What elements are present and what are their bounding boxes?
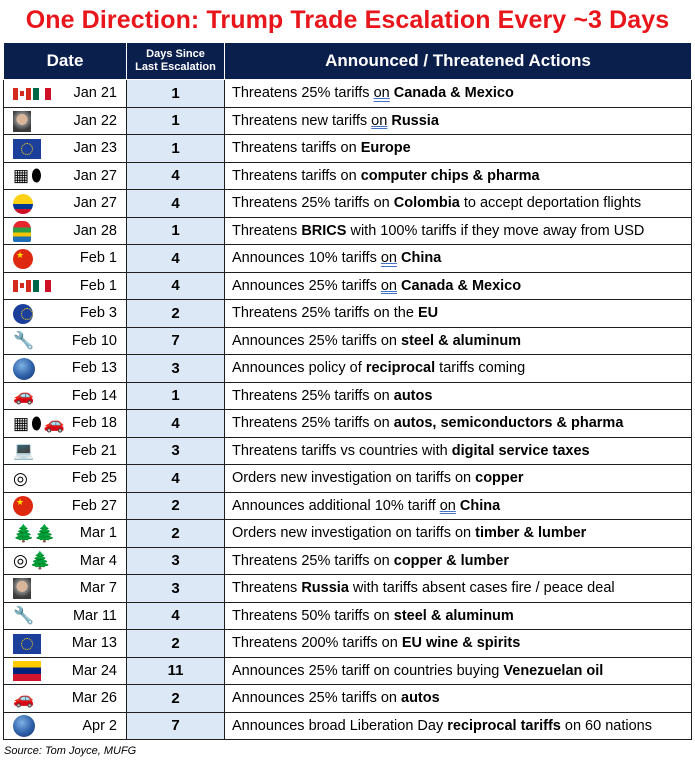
table-row bbox=[4, 437, 692, 465]
row-icons bbox=[13, 551, 51, 572]
chip-icon: ▦ bbox=[13, 413, 30, 433]
row-icons bbox=[13, 441, 34, 462]
car-icon: 🚗 bbox=[13, 688, 35, 708]
action-text: on bbox=[380, 277, 397, 294]
action-text: Threatens 50% tariffs on bbox=[232, 607, 394, 624]
action-cell bbox=[225, 272, 692, 300]
action-cell bbox=[225, 630, 692, 658]
action-highlight: autos, semiconductors & pharma bbox=[393, 415, 624, 432]
action-highlight: EU wine & spirits bbox=[401, 635, 521, 652]
row-icons bbox=[13, 111, 31, 132]
days-since-cell: 4 bbox=[127, 272, 225, 300]
action-cell bbox=[225, 300, 692, 328]
table-row bbox=[4, 272, 692, 300]
action-highlight: reciprocal bbox=[365, 360, 436, 377]
action-text: Threatens 25% tariffs on bbox=[232, 415, 394, 432]
action-cell bbox=[225, 520, 692, 548]
action-text: Announces policy of bbox=[232, 360, 366, 377]
date-text: Feb 27 bbox=[71, 497, 117, 514]
action-highlight: steel & aluminum bbox=[401, 332, 522, 349]
table-body bbox=[4, 80, 692, 740]
action-highlight: autos bbox=[393, 387, 433, 404]
row-icons bbox=[13, 468, 28, 489]
table-row bbox=[4, 685, 692, 713]
brics-logo-icon bbox=[13, 221, 31, 242]
date-cell bbox=[4, 410, 127, 438]
action-text: on bbox=[439, 497, 456, 514]
action-cell bbox=[225, 410, 692, 438]
table-row bbox=[4, 327, 692, 355]
action-cell bbox=[225, 190, 692, 218]
action-text: Announces broad Liberation Day bbox=[232, 717, 448, 734]
days-since-cell: 4 bbox=[127, 190, 225, 218]
days-since-cell: 4 bbox=[127, 162, 225, 190]
row-icons bbox=[13, 496, 33, 517]
date-cell bbox=[4, 465, 127, 493]
action-highlight: steel & aluminum bbox=[393, 607, 514, 624]
header-row bbox=[4, 43, 692, 80]
row-icons bbox=[13, 358, 35, 379]
car-icon: 🚗 bbox=[43, 413, 65, 433]
date-text: Jan 21 bbox=[73, 85, 117, 102]
action-highlight: BRICS bbox=[301, 222, 347, 239]
date-text: Feb 1 bbox=[79, 250, 117, 267]
days-since-cell: 3 bbox=[127, 437, 225, 465]
days-since-cell: 4 bbox=[127, 245, 225, 273]
days-since-cell: 3 bbox=[127, 547, 225, 575]
action-cell bbox=[225, 685, 692, 713]
source-note: Source: Tom Joyce, MUFG bbox=[4, 745, 137, 757]
row-icons bbox=[13, 166, 42, 187]
table-row bbox=[4, 300, 692, 328]
action-highlight: digital service taxes bbox=[451, 442, 590, 459]
table-row bbox=[4, 602, 692, 630]
action-cell bbox=[225, 465, 692, 493]
date-cell bbox=[4, 492, 127, 520]
action-text: on 60 nations bbox=[560, 717, 652, 734]
date-text: Jan 27 bbox=[73, 195, 117, 212]
table-row bbox=[4, 492, 692, 520]
action-text: with tariffs absent cases fire / peace deal bbox=[348, 580, 615, 597]
row-icons bbox=[13, 688, 34, 709]
action-cell bbox=[225, 107, 692, 135]
pill-bottle-icon: ⬮ bbox=[31, 166, 42, 185]
days-since-cell: 7 bbox=[127, 712, 225, 740]
table-row bbox=[4, 107, 692, 135]
table-row bbox=[4, 382, 692, 410]
date-text: Feb 3 bbox=[79, 305, 117, 322]
action-cell bbox=[225, 162, 692, 190]
action-highlight: reciprocal tariffs bbox=[447, 717, 561, 734]
date-cell bbox=[4, 685, 127, 713]
table-row bbox=[4, 245, 692, 273]
row-icons bbox=[13, 413, 65, 434]
action-text: Threatens bbox=[232, 222, 302, 239]
action-text: Threatens 200% tariffs on bbox=[232, 635, 402, 652]
date-text: Feb 10 bbox=[71, 332, 117, 349]
days-since-cell: 2 bbox=[127, 300, 225, 328]
date-cell bbox=[4, 272, 127, 300]
date-cell bbox=[4, 575, 127, 603]
action-highlight: China bbox=[459, 497, 501, 514]
portrait-putin-icon bbox=[13, 578, 31, 599]
wrench-icon: 🔧 bbox=[13, 331, 35, 350]
action-highlight: computer chips & pharma bbox=[360, 167, 540, 184]
date-cell bbox=[4, 712, 127, 740]
date-cell bbox=[4, 162, 127, 190]
table-row bbox=[4, 355, 692, 383]
portrait-putin-icon bbox=[13, 111, 31, 132]
flag-eu-icon bbox=[13, 139, 41, 159]
date-cell bbox=[4, 520, 127, 548]
action-highlight: Canada & Mexico bbox=[401, 277, 522, 294]
date-text: Feb 25 bbox=[71, 470, 117, 487]
action-highlight: Canada & Mexico bbox=[393, 85, 514, 102]
date-text: Apr 2 bbox=[82, 717, 117, 734]
action-cell bbox=[225, 245, 692, 273]
action-text: Announces 25% tariffs on bbox=[232, 332, 402, 349]
tree-icon: 🌲 bbox=[29, 551, 52, 570]
row-icons bbox=[13, 276, 51, 297]
date-text: Mar 7 bbox=[79, 580, 117, 597]
action-text: Threatens 25% tariffs bbox=[232, 85, 374, 102]
action-text: Announces 25% tariffs on bbox=[232, 690, 402, 707]
date-cell bbox=[4, 135, 127, 163]
action-highlight: Venezuelan oil bbox=[503, 662, 604, 679]
action-cell bbox=[225, 492, 692, 520]
days-since-cell: 2 bbox=[127, 630, 225, 658]
flag-china-icon bbox=[13, 249, 33, 269]
action-text: Announces additional 10% tariff bbox=[232, 497, 440, 514]
action-text: Threatens 25% tariffs on bbox=[232, 387, 394, 404]
action-text: Announces 25% tariff on countries buying bbox=[232, 662, 504, 679]
action-highlight: copper bbox=[475, 470, 524, 487]
days-since-cell: 1 bbox=[127, 135, 225, 163]
days-since-cell: 2 bbox=[127, 492, 225, 520]
action-text: with 100% tariffs if they move away from USD bbox=[346, 222, 645, 239]
action-cell bbox=[225, 575, 692, 603]
action-text: Threatens tariffs vs countries with bbox=[232, 442, 452, 459]
action-highlight: EU bbox=[417, 305, 439, 322]
action-text: Threatens tariffs on bbox=[232, 140, 361, 157]
row-icons bbox=[13, 138, 41, 159]
days-header-line2: Last Escalation bbox=[135, 61, 216, 73]
date-cell bbox=[4, 355, 127, 383]
date-cell bbox=[4, 630, 127, 658]
date-header: Date bbox=[4, 43, 127, 80]
pill-bottle-icon: ⬮ bbox=[31, 413, 42, 433]
action-cell bbox=[225, 327, 692, 355]
table-row bbox=[4, 657, 692, 685]
action-highlight: autos bbox=[401, 690, 440, 707]
date-cell bbox=[4, 382, 127, 410]
car-icon: 🚗 bbox=[13, 386, 35, 405]
date-text: Feb 13 bbox=[71, 360, 117, 377]
row-icons bbox=[13, 606, 34, 627]
action-highlight: timber & lumber bbox=[475, 525, 587, 542]
action-cell bbox=[225, 135, 692, 163]
days-since-cell: 2 bbox=[127, 520, 225, 548]
date-cell bbox=[4, 300, 127, 328]
wrench-icon: 🔧 bbox=[13, 606, 35, 625]
action-text: on bbox=[373, 85, 390, 102]
action-text: Threatens 25% tariffs on the bbox=[232, 305, 418, 322]
trees-icon: 🌲🌲 bbox=[13, 523, 56, 543]
table-row bbox=[4, 520, 692, 548]
chip-icon: ▦ bbox=[13, 166, 30, 185]
action-text: on bbox=[371, 112, 388, 129]
coins-icon: ◎ bbox=[13, 468, 28, 488]
action-cell bbox=[225, 712, 692, 740]
table-row bbox=[4, 217, 692, 245]
date-cell bbox=[4, 602, 127, 630]
days-since-cell: 4 bbox=[127, 602, 225, 630]
date-text: Mar 13 bbox=[71, 635, 117, 652]
days-since-cell: 3 bbox=[127, 355, 225, 383]
table-row bbox=[4, 630, 692, 658]
table-row bbox=[4, 80, 692, 108]
flag-colombia-icon bbox=[13, 194, 33, 214]
action-text: on bbox=[380, 250, 397, 267]
table-row bbox=[4, 575, 692, 603]
action-text: Threatens 25% tariffs on bbox=[232, 195, 394, 212]
row-icons bbox=[13, 716, 35, 737]
date-text: Jan 22 bbox=[73, 112, 117, 129]
days-since-header bbox=[127, 43, 225, 80]
table-row bbox=[4, 410, 692, 438]
date-text: Mar 24 bbox=[71, 662, 117, 679]
flag-canada-icon bbox=[13, 88, 31, 100]
date-text: Feb 1 bbox=[79, 277, 117, 294]
action-highlight: Russia bbox=[301, 580, 349, 597]
date-cell bbox=[4, 245, 127, 273]
days-header-line1: Days Since bbox=[146, 48, 205, 60]
row-icons bbox=[13, 386, 34, 407]
days-since-cell: 2 bbox=[127, 685, 225, 713]
days-since-cell: 11 bbox=[127, 657, 225, 685]
date-text: Mar 11 bbox=[72, 607, 117, 624]
laptop-icon: 💻 bbox=[13, 441, 35, 460]
action-cell bbox=[225, 80, 692, 108]
date-text: Jan 27 bbox=[73, 167, 117, 184]
days-since-cell: 1 bbox=[127, 80, 225, 108]
flag-mexico-icon bbox=[33, 280, 51, 292]
row-icons bbox=[13, 83, 51, 104]
action-cell bbox=[225, 602, 692, 630]
action-highlight: copper & lumber bbox=[393, 552, 509, 569]
date-text: Jan 23 bbox=[73, 140, 117, 157]
table-row bbox=[4, 465, 692, 493]
action-text: to accept deportation flights bbox=[459, 195, 642, 212]
days-since-cell: 4 bbox=[127, 410, 225, 438]
action-text: Orders new investigation on tariffs on bbox=[232, 525, 476, 542]
days-since-cell: 4 bbox=[127, 465, 225, 493]
row-icons bbox=[13, 523, 55, 544]
page-title: One Direction: Trump Trade Escalation Every ~3 Days bbox=[25, 6, 670, 34]
action-text: Threatens 25% tariffs on bbox=[232, 552, 394, 569]
flag-venezuela-icon bbox=[13, 661, 41, 681]
action-text: Threatens tariffs on bbox=[232, 167, 361, 184]
action-cell bbox=[225, 355, 692, 383]
row-icons bbox=[13, 193, 33, 214]
days-since-cell: 1 bbox=[127, 107, 225, 135]
action-highlight: China bbox=[401, 250, 442, 267]
action-cell bbox=[225, 382, 692, 410]
row-icons bbox=[13, 248, 33, 269]
action-text: tariffs coming bbox=[435, 360, 526, 377]
actions-header: Announced / Threatened Actions bbox=[225, 43, 692, 80]
row-icons bbox=[13, 221, 31, 242]
date-cell bbox=[4, 107, 127, 135]
days-since-cell: 1 bbox=[127, 217, 225, 245]
action-cell bbox=[225, 437, 692, 465]
row-icons bbox=[13, 331, 34, 352]
action-text: Threatens new tariffs bbox=[232, 112, 372, 129]
action-cell bbox=[225, 657, 692, 685]
action-text: Announces 10% tariffs bbox=[232, 250, 381, 267]
action-highlight: Europe bbox=[360, 140, 411, 157]
date-cell bbox=[4, 327, 127, 355]
date-cell bbox=[4, 80, 127, 108]
action-cell bbox=[225, 217, 692, 245]
date-cell bbox=[4, 657, 127, 685]
flag-eu-icon bbox=[13, 634, 41, 654]
date-text: Mar 1 bbox=[79, 525, 117, 542]
flag-mexico-icon bbox=[33, 88, 51, 100]
days-since-cell: 3 bbox=[127, 575, 225, 603]
date-text: Mar 4 bbox=[79, 552, 117, 569]
flag-china-icon bbox=[13, 496, 33, 516]
table-row bbox=[4, 135, 692, 163]
row-icons bbox=[13, 578, 31, 599]
table-row bbox=[4, 712, 692, 740]
action-highlight: Colombia bbox=[393, 195, 460, 212]
action-text: Orders new investigation on tariffs on bbox=[232, 470, 476, 487]
date-cell bbox=[4, 217, 127, 245]
date-text: Mar 26 bbox=[71, 690, 117, 707]
date-cell bbox=[4, 190, 127, 218]
globe-icon bbox=[13, 358, 35, 380]
date-text: Feb 14 bbox=[71, 387, 117, 404]
row-icons bbox=[13, 303, 33, 324]
date-cell bbox=[4, 547, 127, 575]
date-cell bbox=[4, 437, 127, 465]
days-since-cell: 1 bbox=[127, 382, 225, 410]
action-text: Threatens bbox=[232, 580, 302, 597]
action-text: Announces 25% tariffs bbox=[232, 277, 381, 294]
days-since-cell: 7 bbox=[127, 327, 225, 355]
row-icons bbox=[13, 633, 41, 654]
coins-icon: ◎ bbox=[13, 551, 28, 570]
table-row bbox=[4, 547, 692, 575]
action-cell bbox=[225, 547, 692, 575]
flag-eu-round-icon bbox=[13, 304, 33, 324]
date-text: Jan 28 bbox=[73, 222, 117, 239]
table-row bbox=[4, 190, 692, 218]
action-highlight: Russia bbox=[391, 112, 439, 129]
date-text: Feb 18 bbox=[71, 415, 117, 432]
row-icons bbox=[13, 661, 41, 682]
date-text: Feb 21 bbox=[71, 442, 117, 459]
escalation-table bbox=[3, 42, 692, 740]
table-row bbox=[4, 162, 692, 190]
flag-canada-icon bbox=[13, 280, 31, 292]
globe-icon bbox=[13, 715, 35, 737]
